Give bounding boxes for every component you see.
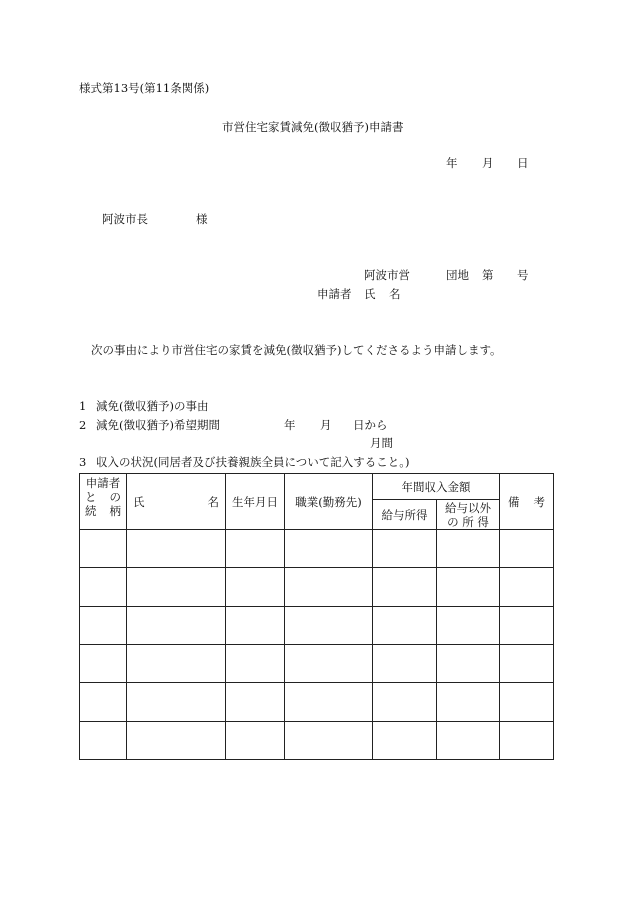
income-table bbox=[79, 473, 554, 760]
salary-income-cell[interactable] bbox=[373, 683, 437, 721]
birthdate-cell[interactable] bbox=[226, 606, 285, 644]
date-year-label: 年 bbox=[446, 156, 458, 170]
occupation-cell[interactable] bbox=[285, 683, 373, 721]
table-row bbox=[80, 721, 554, 759]
birthdate-cell[interactable] bbox=[226, 568, 285, 606]
salary-income-cell[interactable] bbox=[373, 644, 437, 682]
name-header-char: 氏 bbox=[133, 494, 145, 509]
relation-header-char: 柄 bbox=[109, 504, 121, 518]
salary-income-cell[interactable] bbox=[373, 530, 437, 568]
applicant-address-prefix: 阿波市営 bbox=[364, 268, 410, 282]
remarks-cell[interactable] bbox=[500, 683, 554, 721]
item2-months-label: 月間 bbox=[370, 436, 393, 450]
applicant-name-label-1: 氏 bbox=[364, 287, 376, 301]
remarks-cell[interactable] bbox=[500, 568, 554, 606]
relation-cell[interactable] bbox=[80, 644, 127, 682]
document-title: 市営住宅家賃減免(徴収猶予)申請書 bbox=[222, 120, 404, 134]
name-cell[interactable] bbox=[127, 606, 226, 644]
remarks-cell[interactable] bbox=[500, 644, 554, 682]
name-cell[interactable] bbox=[127, 568, 226, 606]
salary-income-cell[interactable] bbox=[373, 606, 437, 644]
name-cell[interactable] bbox=[127, 644, 226, 682]
table-row bbox=[80, 683, 554, 721]
salary-income-cell[interactable] bbox=[373, 721, 437, 759]
item1-text: 減免(徴収猶予)の事由 bbox=[96, 399, 209, 413]
item3-text: 収入の状況(同居者及び扶養親族全員について記入すること。) bbox=[96, 455, 410, 469]
relation-cell[interactable] bbox=[80, 683, 127, 721]
occupation-cell[interactable] bbox=[285, 644, 373, 682]
item2-day-from-label: 日から bbox=[353, 418, 388, 432]
remarks-header-char: 備 bbox=[508, 494, 520, 509]
other-income-cell[interactable] bbox=[437, 606, 500, 644]
item2-text: 減免(徴収猶予)希望期間 bbox=[96, 418, 220, 432]
other-income-header-line2: の 所 得 bbox=[447, 514, 489, 529]
other-income-cell[interactable] bbox=[437, 721, 500, 759]
form-number: 様式第13号(第11条関係) bbox=[79, 81, 210, 95]
applicant-role: 申請者 bbox=[317, 287, 352, 301]
salary-income-cell[interactable] bbox=[373, 568, 437, 606]
other-income-header-line1: 給与以外 bbox=[445, 500, 491, 515]
addressee-honorific: 様 bbox=[196, 212, 208, 226]
occupation-header: 職業(勤務先) bbox=[285, 474, 373, 530]
birthdate-cell[interactable] bbox=[226, 683, 285, 721]
other-income-cell[interactable] bbox=[437, 530, 500, 568]
occupation-cell[interactable] bbox=[285, 606, 373, 644]
relation-header-char: の bbox=[109, 490, 121, 504]
name-cell[interactable] bbox=[127, 721, 226, 759]
remarks-cell[interactable] bbox=[500, 721, 554, 759]
relation-header-char: 続 bbox=[85, 504, 97, 518]
item2-number: 2 bbox=[79, 418, 87, 432]
name-cell[interactable] bbox=[127, 683, 226, 721]
table-row bbox=[80, 568, 554, 606]
date-month-label: 月 bbox=[482, 156, 494, 170]
birthdate-cell[interactable] bbox=[226, 530, 285, 568]
occupation-cell[interactable] bbox=[285, 530, 373, 568]
relation-header-line1: 申請者 bbox=[85, 476, 121, 490]
applicant-number-suffix: 号 bbox=[517, 268, 529, 282]
application-body-text: 次の事由により市営住宅の家賃を減免(徴収猶予)してくださるよう申請します。 bbox=[91, 343, 502, 357]
relation-header-line3 bbox=[85, 504, 121, 518]
other-income-header bbox=[437, 500, 500, 530]
item1-number: 1 bbox=[79, 399, 87, 413]
table-row bbox=[80, 606, 554, 644]
other-income-cell[interactable] bbox=[437, 568, 500, 606]
remarks-cell[interactable] bbox=[500, 606, 554, 644]
birthdate-header: 生年月日 bbox=[226, 474, 285, 530]
relation-cell[interactable] bbox=[80, 606, 127, 644]
relation-cell[interactable] bbox=[80, 568, 127, 606]
salary-income-header: 給与所得 bbox=[373, 500, 437, 530]
relation-cell[interactable] bbox=[80, 721, 127, 759]
remarks-header-cell bbox=[500, 474, 554, 530]
table-row bbox=[80, 530, 554, 568]
item3-number: 3 bbox=[79, 455, 87, 469]
occupation-cell[interactable] bbox=[285, 568, 373, 606]
occupation-cell[interactable] bbox=[285, 721, 373, 759]
addressee-name: 阿波市長 bbox=[102, 212, 148, 226]
date-day-label: 日 bbox=[517, 156, 529, 170]
item2-month-label: 月 bbox=[320, 418, 332, 432]
birthdate-cell[interactable] bbox=[226, 721, 285, 759]
item2-year-label: 年 bbox=[284, 418, 296, 432]
table-row bbox=[80, 644, 554, 682]
relation-cell[interactable] bbox=[80, 530, 127, 568]
name-header-cell bbox=[127, 474, 226, 530]
annual-income-header: 年間収入金額 bbox=[373, 474, 500, 500]
remarks-cell[interactable] bbox=[500, 530, 554, 568]
other-income-cell[interactable] bbox=[437, 644, 500, 682]
name-header-char: 名 bbox=[207, 494, 219, 509]
applicant-number-prefix: 第 bbox=[482, 268, 494, 282]
other-income-cell[interactable] bbox=[437, 683, 500, 721]
relation-header-char: と bbox=[85, 490, 97, 504]
birthdate-cell[interactable] bbox=[226, 644, 285, 682]
relation-header-cell bbox=[80, 474, 127, 530]
name-cell[interactable] bbox=[127, 530, 226, 568]
relation-header-line2 bbox=[85, 490, 121, 504]
remarks-header-char: 考 bbox=[533, 494, 545, 509]
applicant-name-label-2: 名 bbox=[389, 287, 401, 301]
applicant-complex-label: 団地 bbox=[446, 268, 469, 282]
